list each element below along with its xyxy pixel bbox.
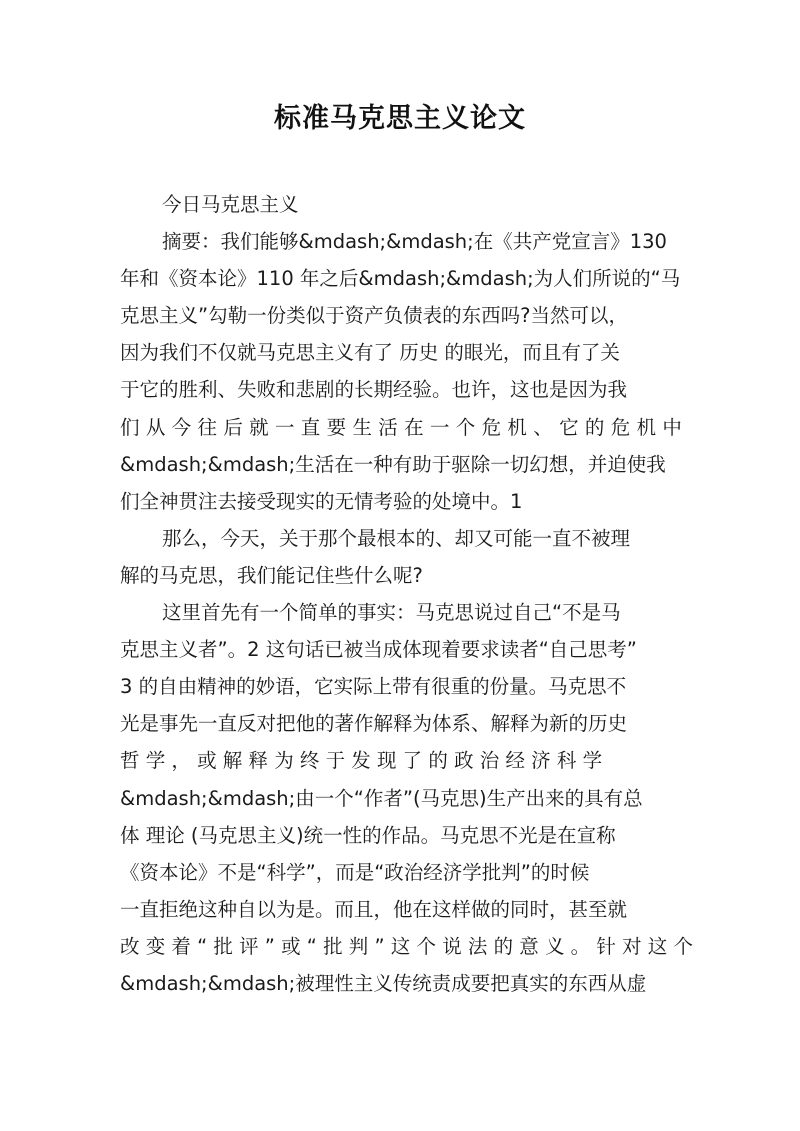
paragraph-line: 今日马克思主义 (162, 193, 299, 216)
paragraph-line: &mdash;&mdash;由一个“作者”(马克思)生产出来的具有总 (120, 786, 643, 810)
paragraph-line: 克思主义”勾勒一份类似于资产负债表的东西吗?当然可以， (120, 304, 628, 328)
paragraph-line: 们 从 今 往 后 就 一 直 要 生 活 在 一 个 危 机 、 它 的 危 机 中 (120, 415, 682, 439)
paragraph-line: &mdash;&mdash;生活在一种有助于驱除一切幻想，并迫使我 (120, 452, 666, 476)
paragraph-line: 这里首先有一个简单的事实：马克思说过自己“不是马 (162, 601, 621, 625)
paragraph-line: 因为我们不仅就马克思主义有了 历史 的眼光，而且有了关 (120, 341, 620, 365)
paragraph-line: 那么，今天，关于那个最根本的、却又可能一直不被理 (162, 526, 631, 550)
paragraph-line: 年和《资本论》110 年之后&mdash;&mdash;为人们所说的“马 (120, 267, 681, 291)
paragraph-line: 光是事先一直反对把他的著作解释为体系、解释为新的历史 (120, 712, 628, 736)
paragraph-line: 3 的自由精神的妙语，它实际上带有很重的份量。马克思不 (120, 675, 627, 699)
paragraph-line: 于它的胜利、失败和悲剧的长期经验。也许，这也是因为我 (120, 378, 628, 402)
paragraph-line: 体 理论 (马克思主义)统一性的作品。马克思不光是在宣称 (120, 823, 616, 847)
paragraph-line: 摘要：我们能够&mdash;&mdash;在《共产党宣言》130 (162, 230, 667, 254)
document-title: 标准马克思主义论文 (274, 103, 526, 134)
paragraph-line: 克思主义者”。2 这句话已被当成体现着要求读者“自己思考” (120, 638, 637, 662)
paragraph-line: 们全神贯注去接受现实的无情考验的处境中。1 (120, 489, 523, 513)
paragraph-line: 解的马克思，我们能记住些什么呢? (120, 563, 423, 587)
document-body (120, 186, 693, 1002)
paragraph-line: 《资本论》不是“科学”，而是“政治经济学批判”的时候 (120, 860, 590, 884)
paragraph-line: 一直拒绝这种自以为是。而且，他在这样做的同时，甚至就 (120, 897, 628, 921)
paragraph-line: &mdash;&mdash;被理性主义传统责成要把真实的东西从虚 (120, 971, 647, 995)
paragraph-line: 改 变 着 “ 批 评 ” 或 “ 批 判 ” 这 个 说 法 的 意 义 。 针 对 这 个 (120, 934, 693, 958)
paragraph-line: 哲 学 ， 或 解 释 为 终 于 发 现 了 的 政 治 经 济 科 学 (120, 749, 603, 773)
